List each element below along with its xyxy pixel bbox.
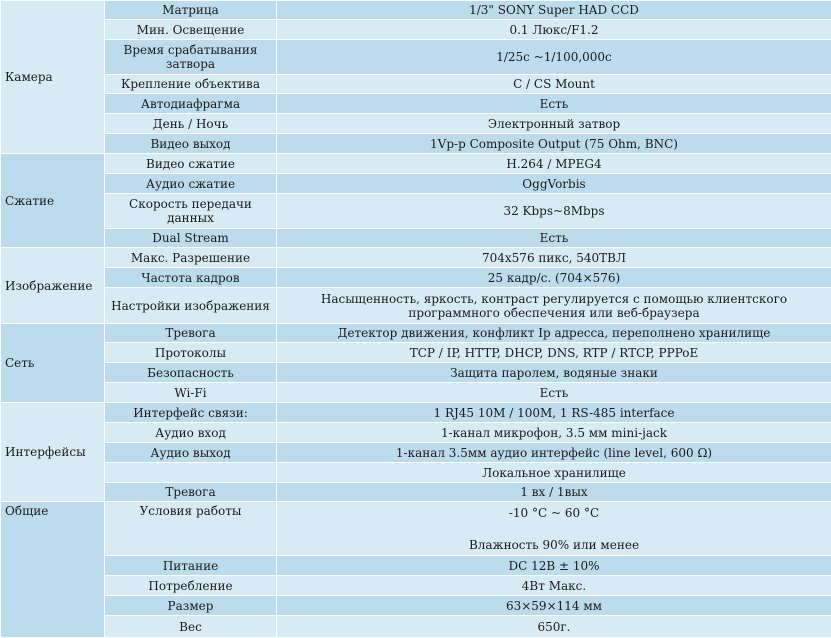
param-value: 1-канал 3.5мм аудио интерфейс (line level, 600 Ω) [277,443,831,463]
category-compression: Сжатие [1,154,105,248]
param-value: DC 12В ± 10% [277,556,831,576]
param-label: Вес [105,616,277,638]
param-label: Wi-Fi [105,383,277,403]
param-label: День / Ночь [105,114,277,134]
param-label: Аудио сжатие [105,174,277,194]
table-row [1,383,831,403]
param-label: Питание [105,556,277,576]
param-label: Матрица [105,1,277,20]
category-network: Сеть [1,324,105,403]
param-value: Локальное хранилище [277,463,831,483]
param-value-line: Влажность 90% или менее [281,538,827,552]
param-value: OggVorbis [277,174,831,194]
table-row [1,94,831,114]
param-value: 1/3" SONY Super HAD CCD [277,1,831,20]
param-value: Электронный затвор [277,114,831,134]
param-label: Dual Stream [105,229,277,248]
param-value: 0.1 Люкс/F1.2 [277,20,831,40]
param-value: Насыщенность, яркость, контраст регулируется с помощью клиентского программного обеспечения или веб-браузера [277,288,831,324]
param-value: 1-канал микрофон, 3.5 мм mini-jack [277,423,831,443]
param-value: 650г. [277,616,831,638]
param-value: 704x576 пикс, 540ТВЛ [277,248,831,268]
table-row [1,40,831,75]
table-row [1,229,831,248]
param-label: Макс. Разрешение [105,248,277,268]
param-value: 1Vp-p Composite Output (75 Ohm, BNC) [277,134,831,154]
table-row [1,423,831,443]
param-value: TCP / IP, HTTP, DHCP, DNS, RTP / RTCP, PPPoE [277,343,831,363]
param-label: Настройки изображения [105,288,277,324]
table-row [1,20,831,40]
table-row [1,463,831,483]
param-label: Безопасность [105,363,277,383]
category-image: Изображение [1,248,105,324]
table-row [1,324,831,343]
param-value: 1 вх / 1вых [277,483,831,502]
param-label: Тревога [105,324,277,343]
param-label: Интерфейс связи: [105,403,277,423]
param-label: Размер [105,596,277,616]
param-label: Протоколы [105,343,277,363]
table-row [1,483,831,502]
param-value: Есть [277,94,831,114]
table-row [1,154,831,174]
table-row [1,576,831,596]
param-value: Детектор движения, конфликт Ip адресса, переполнено хранилище [277,324,831,343]
category-camera: Камера [1,1,105,154]
table-row [1,134,831,154]
table-row [1,268,831,288]
param-label: Аудио вход [105,423,277,443]
param-label: Автодиафрагма [105,94,277,114]
param-value: 32 Kbps~8Mbps [277,194,831,229]
table-row [1,616,831,638]
table-row [1,1,831,20]
table-row [1,363,831,383]
table-row [1,443,831,463]
param-label: Видео выход [105,134,277,154]
param-label: Частота кадров [105,268,277,288]
param-label: Аудио выход [105,443,277,463]
param-value: Есть [277,229,831,248]
param-label: Тревога [105,483,277,502]
param-label: Время срабатывания затвора [105,40,277,75]
param-label: Скорость передачи данных [105,194,277,229]
param-value: C / CS Mount [277,75,831,94]
param-value [277,502,831,556]
table-row [1,343,831,363]
param-label: Потребление [105,576,277,596]
param-value: Защита паролем, водяные знаки [277,363,831,383]
table-row [1,114,831,134]
param-value: H.264 / MPEG4 [277,154,831,174]
category-general: Общие [1,502,105,638]
param-label: Мин. Освещение [105,20,277,40]
param-value-line: -10 °C ~ 60 °C [281,506,827,520]
param-value: 63×59×114 мм [277,596,831,616]
param-value: 25 кадр/с. (704×576) [277,268,831,288]
table-row [1,556,831,576]
param-value: Есть [277,383,831,403]
table-row [1,248,831,268]
param-label [105,463,277,483]
category-interfaces: Интерфейсы [1,403,105,502]
param-value: 1 RJ45 10M / 100M, 1 RS-485 interface [277,403,831,423]
table-row [1,596,831,616]
param-value: 1/25c ~1/100,000c [277,40,831,75]
table-row [1,194,831,229]
param-label: Видео сжатие [105,154,277,174]
table-row [1,174,831,194]
param-label: Крепление объектива [105,75,277,94]
table-row [1,288,831,324]
table-row [1,502,831,556]
table-row [1,403,831,423]
table-row [1,75,831,94]
param-label: Условия работы [105,502,277,556]
param-value: 4Вт Макс. [277,576,831,596]
